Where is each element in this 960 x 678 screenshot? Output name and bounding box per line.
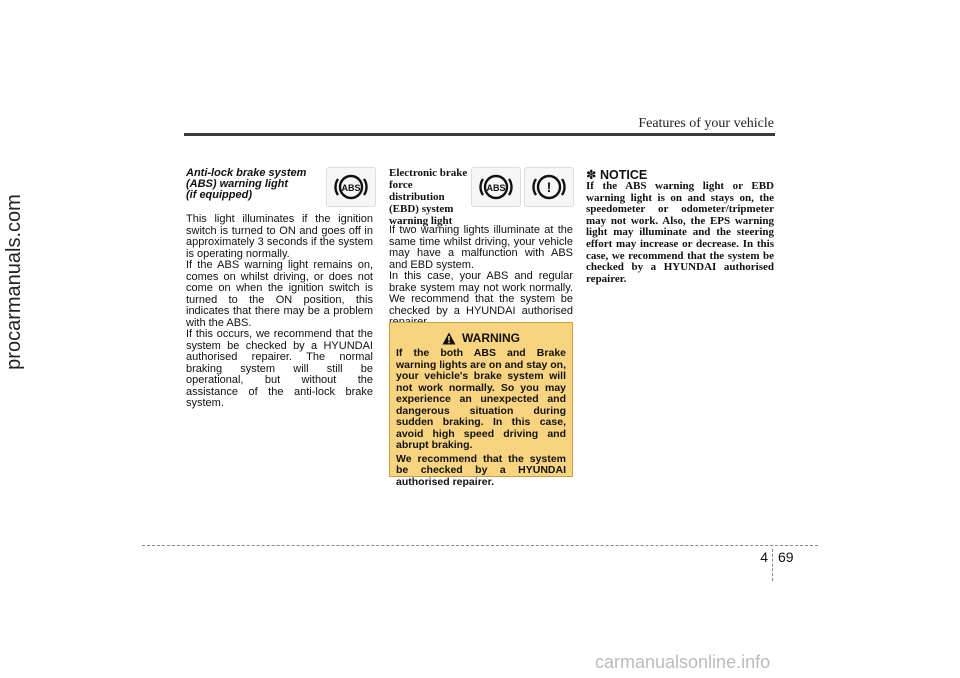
abs-icon [333,172,369,202]
ebd-abs-icon-label: ABS [486,183,506,193]
warning-triangle-icon [442,332,456,345]
ebd-title-line: (EBD) system [389,203,454,215]
abs-title-line: (ABS) warning light [186,178,289,190]
abs-warning-light-icon [326,167,376,207]
notice-symbol-icon: ✽ [586,168,597,182]
brake-icon-label: ! [546,179,552,195]
brake-warning-icon-box [524,167,574,207]
ebd-title-line: force distribution [389,179,445,203]
footer-rule [142,545,818,546]
abs-paragraph: If the ABS warning light remains on, comes on whilst driving, or does not come on when the ignition switch is turned to the ON position, this indicates that there may be a problem with the ABS. [186,259,373,329]
notice-text: If the ABS warning light or EBD warning light is on and stays on, the speedometer or odometer/tripmeter may not work. Also, the EPS warning light may illuminate and the steering effort may increase or decrease. In this case, we recommend that the system be checked by a HYUNDAI authorised repairer. [586,180,774,285]
page-number: 69 [778,549,794,565]
warning-paragraph: We recommend that the system be checked by a HYUNDAI authorised repairer. [396,452,566,488]
abs-icon-label: ABS [341,183,361,193]
ebd-paragraph: In this case, your ABS and regular brake system may not work normally. We recommend that the system be checked by a HYUNDAI authorised [389,270,573,317]
ebd-title-line: warning light [389,215,453,227]
warning-title: WARNING [462,331,520,345]
abs-section-title [186,168,336,201]
brake-warning-icon [531,172,567,202]
abs-title-line: (if equipped) [186,189,252,201]
page-header-title: Features of your vehicle [638,116,774,131]
ebd-abs-icon-box [471,167,521,207]
notice-title: NOTICE [599,168,648,182]
chapter-number: 4 [760,549,768,565]
abs-icon [478,172,514,202]
ebd-paragraph: If two warning lights illuminate at the same time whilst driving, your vehicle may have a malfunction with ABS and EBD system. [389,224,573,271]
side-watermark: procarmanuals.com [3,194,25,370]
warning-paragraph: If the both ABS and Brake warning lights are on and stay on, your vehicle's brake system will not work normally. So you may experience an unexpected and dangerous situation during sudden braking. In this case, avoid high speed driving and abrupt braking. [396,347,566,451]
page-number-divider [772,549,773,581]
abs-title-line: Anti-lock brake system [186,167,307,179]
header-rule [184,133,775,136]
ebd-section-title [389,167,469,227]
warning-header [396,331,566,345]
ebd-body [389,225,573,329]
warning-box [389,322,573,488]
abs-paragraph: If this occurs, we recommend that the system be checked by a HYUNDAI authorised repairer. The normal braking system will still be operational, but without the assistance of the anti-lock brake system. [186,328,373,409]
abs-paragraph: This light illuminates if the ignition switch is turned to ON and goes off in approximately 3 seconds if the system is operating normally. [186,213,373,260]
abs-body [186,214,373,410]
ebd-title-line: Electronic brake [389,167,468,179]
bottom-watermark: carmanualsonline.info [595,652,771,672]
